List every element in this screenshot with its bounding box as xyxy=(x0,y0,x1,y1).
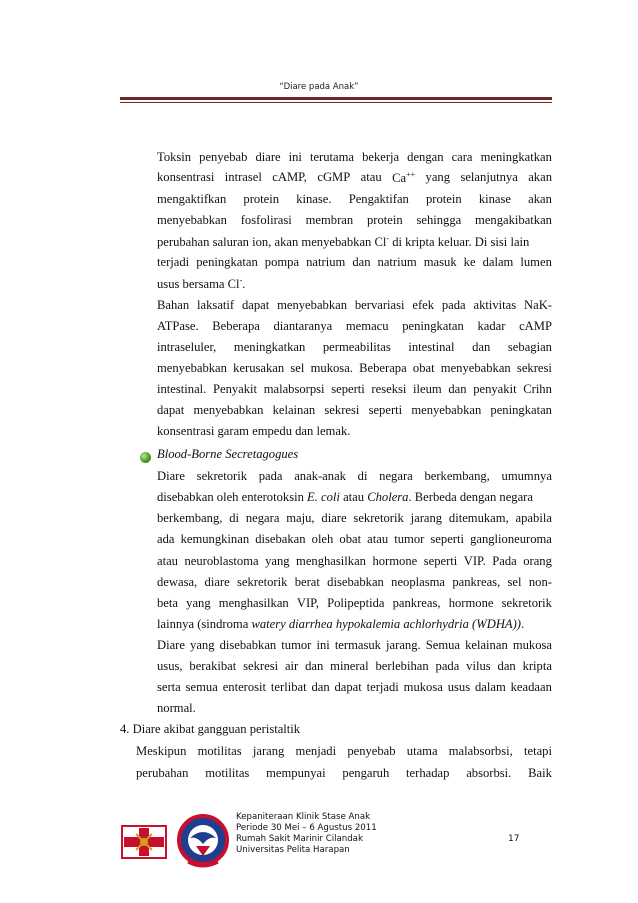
para1-line-6 xyxy=(157,255,552,270)
word: kinase xyxy=(478,192,511,206)
word: yang xyxy=(265,554,290,568)
para3-line-11 xyxy=(157,680,552,695)
word: dan xyxy=(497,659,516,673)
word: dapat xyxy=(157,403,185,417)
word: sekretorik xyxy=(501,596,552,610)
word: VIP, xyxy=(296,596,319,610)
word: kinase. xyxy=(296,192,332,206)
word: pankreas, xyxy=(452,575,501,589)
red-cross-logo-icon xyxy=(120,820,168,864)
word: penyakit xyxy=(473,382,517,396)
word: reseksi xyxy=(371,382,407,396)
word: menyebabkan xyxy=(157,213,227,227)
word: mempunyai xyxy=(266,766,326,780)
word: terutama xyxy=(309,150,355,164)
word: fosfolirasi xyxy=(240,213,292,227)
word: mengakibatkan xyxy=(475,213,552,227)
word: terlibat xyxy=(270,680,307,694)
word: umumnya xyxy=(501,469,552,483)
word: motilitas xyxy=(197,744,242,758)
word: tetapi xyxy=(523,744,552,758)
word: dan xyxy=(352,255,371,269)
para1-line-3 xyxy=(157,192,552,207)
text-run: konsentrasi garam empedu dan lemak. xyxy=(157,424,351,438)
text-run: atau xyxy=(339,490,368,504)
word: neoplasma xyxy=(391,575,445,589)
word: utama xyxy=(406,744,438,758)
word: terhadap xyxy=(406,766,450,780)
word: negara xyxy=(245,511,280,525)
word: pada xyxy=(441,298,466,312)
word: pada xyxy=(258,469,283,483)
word: pompa xyxy=(264,255,300,269)
word: dan xyxy=(311,680,330,694)
word: meningkatkan xyxy=(233,340,306,354)
para1-line-5 xyxy=(157,234,529,250)
word: terjadi xyxy=(366,680,399,694)
word: cara xyxy=(451,150,473,164)
bullet-sphere-icon xyxy=(140,452,151,463)
word: dalam xyxy=(474,680,506,694)
word: berat xyxy=(294,575,320,589)
text-run: usus bersama Cl xyxy=(157,277,240,292)
word: pada xyxy=(435,659,460,673)
footer-line-1: Kepaniteraan Klinik Stase Anak xyxy=(236,812,371,822)
word: konsentrasi xyxy=(157,170,215,184)
word: semua xyxy=(185,680,218,694)
word: non- xyxy=(528,575,552,589)
word: permeabilitas xyxy=(322,340,391,354)
word: intestinal xyxy=(408,340,455,354)
word: hormone xyxy=(448,596,494,610)
para2-line-2 xyxy=(157,319,552,334)
word: intraseluler, xyxy=(157,340,217,354)
word: dewasa, xyxy=(157,575,198,589)
word: obat xyxy=(412,361,435,375)
para3-line-10 xyxy=(157,659,552,674)
word: menyebabkan xyxy=(157,361,227,375)
para3-line-2 xyxy=(157,490,533,505)
word: tumor xyxy=(394,532,425,546)
para1-line-4 xyxy=(157,213,552,228)
word: malabsorbsi, xyxy=(448,744,513,758)
word: dan xyxy=(448,382,467,396)
word: apabila xyxy=(515,511,552,525)
para3-line-9 xyxy=(157,638,552,653)
para3-line-4 xyxy=(157,532,552,547)
word: sehingga xyxy=(416,213,462,227)
word: diare xyxy=(255,150,281,164)
word: ini xyxy=(316,638,330,652)
text-run: 4. Diare akibat gangguan peristaltik xyxy=(120,722,301,736)
word: Polipeptida xyxy=(327,596,385,610)
word: seperti xyxy=(430,532,464,546)
word: menghasilkan xyxy=(296,554,366,568)
word: menghasilkan xyxy=(218,596,289,610)
word: ini xyxy=(288,150,302,164)
word: motilitas xyxy=(205,766,250,780)
word: laksatif xyxy=(197,298,235,312)
word: menyebabkan xyxy=(193,403,264,417)
word: cAMP, xyxy=(272,170,307,184)
word: mukosa xyxy=(403,680,443,694)
word: intrasel xyxy=(224,170,262,184)
section4-line-1 xyxy=(136,744,552,759)
word: mengaktifkan xyxy=(157,192,227,206)
para3-line-7 xyxy=(157,596,552,611)
text-run: perubahan saluran ion, akan menyebabkan Cl xyxy=(157,235,387,250)
word: berlebihan xyxy=(375,659,429,673)
word: Crihn xyxy=(523,382,552,396)
word: cGMP xyxy=(317,170,351,184)
navy-eagle-emblem-icon xyxy=(176,812,230,872)
para2-line-3 xyxy=(157,340,552,355)
text-run: disebabkan oleh enterotoksin xyxy=(157,490,308,504)
text-run: Blood-Borne Secretagogues xyxy=(157,447,299,461)
word: dapat xyxy=(241,298,270,312)
word: ganglioneuroma xyxy=(470,532,552,546)
word: oleh xyxy=(311,532,334,546)
word: bekerja xyxy=(362,150,400,164)
word: penyebab xyxy=(347,744,396,758)
word: enterosit xyxy=(222,680,267,694)
para3-line-12 xyxy=(157,701,196,716)
word: ileum xyxy=(413,382,442,396)
word: orang xyxy=(523,554,552,568)
word: dalam xyxy=(482,255,514,269)
word: Beberapa xyxy=(359,361,407,375)
word: ATPase. xyxy=(157,319,199,333)
word: efek xyxy=(412,298,435,312)
word: di xyxy=(229,511,240,525)
word: serta xyxy=(157,680,181,694)
word: berkembang, xyxy=(157,511,223,525)
word: sekretorik xyxy=(353,511,404,525)
word: air xyxy=(284,659,299,673)
word: atau xyxy=(360,170,382,184)
word: natrium xyxy=(377,255,417,269)
word: peningkatan xyxy=(402,319,464,333)
word: sekresi xyxy=(516,361,552,375)
word: menjadi xyxy=(295,744,337,758)
word: disebabkan xyxy=(327,575,384,589)
word: absorbsi. xyxy=(466,766,512,780)
word: jarang. xyxy=(386,638,421,652)
word: kadar xyxy=(477,319,506,333)
word: menyebabkan xyxy=(411,403,482,417)
text-run: Cholera xyxy=(367,490,409,504)
word: mineral xyxy=(330,659,369,673)
word: dan xyxy=(472,340,491,354)
header-rule-thin xyxy=(120,102,552,103)
word: jarang xyxy=(410,511,443,525)
text-run: di kripta keluar. Di sisi lain xyxy=(389,235,530,250)
word: menyebabkan xyxy=(440,361,511,375)
word: Semua xyxy=(425,638,461,652)
section-4-heading xyxy=(120,722,300,737)
word: obat xyxy=(339,532,362,546)
word: kelainan xyxy=(272,403,316,417)
bullet-heading xyxy=(157,447,298,462)
word: diantaranya xyxy=(273,319,333,333)
word: bervariasi xyxy=(354,298,405,312)
word: kemungkinan xyxy=(180,532,250,546)
para2-line-6 xyxy=(157,403,552,418)
word: Baik xyxy=(528,766,552,780)
word: masuk xyxy=(423,255,457,269)
footer-line-4: Universitas Pelita Harapan xyxy=(236,845,350,855)
word: Beberapa xyxy=(212,319,260,333)
word: disebakan xyxy=(255,532,306,546)
word: peningkatan xyxy=(490,403,552,417)
word: protein xyxy=(366,213,403,227)
word: yang xyxy=(425,170,451,184)
para2-line-5 xyxy=(157,382,552,397)
para3-line-8 xyxy=(157,617,524,632)
word: beta xyxy=(157,596,178,610)
para3-line-1 xyxy=(157,469,552,484)
footer-line-2: Periode 30 Mei – 6 Agustus 2011 xyxy=(236,823,377,833)
superscript-charge: ++ xyxy=(406,170,416,179)
word: mukosa xyxy=(512,638,552,652)
word: Toksin xyxy=(157,150,192,164)
word: usus, xyxy=(157,659,183,673)
word: Penyakit xyxy=(212,382,258,396)
word: neuroblastoma xyxy=(184,554,259,568)
para1-line-1 xyxy=(157,150,552,165)
word: diare xyxy=(321,511,347,525)
word: protein xyxy=(425,192,462,206)
word: kripta xyxy=(522,659,552,673)
word: keadaan xyxy=(510,680,552,694)
text-run: . xyxy=(521,617,525,631)
para2-line-7 xyxy=(157,424,350,439)
text-run: watery diarrhea hypokalemia achlorhydria (WDHA)) xyxy=(251,617,521,631)
word: ada xyxy=(157,532,175,546)
running-header: “Diare pada Anak” xyxy=(279,82,359,92)
word: protein xyxy=(243,192,280,206)
word: pankreas, xyxy=(392,596,441,610)
word: seperti xyxy=(368,403,403,417)
word: anak-anak xyxy=(294,469,346,483)
word: pengaruh xyxy=(342,766,390,780)
word: memacu xyxy=(345,319,389,333)
word: lumen xyxy=(520,255,552,269)
word: peningkatan xyxy=(196,255,258,269)
word: atau xyxy=(157,554,178,568)
word: VIP. xyxy=(463,554,486,568)
word: diare xyxy=(204,575,230,589)
superscript-charge: - xyxy=(239,276,243,285)
word: berkembang, xyxy=(424,469,490,483)
word: sekretorik xyxy=(196,469,248,483)
section4-line-2 xyxy=(136,766,552,781)
para3-line-5 xyxy=(157,554,552,569)
word: di xyxy=(357,469,368,483)
word: sel xyxy=(507,575,522,589)
word: Pada xyxy=(492,554,517,568)
superscript-charge: - xyxy=(386,234,390,243)
para2-line-4 xyxy=(157,361,552,376)
word: dan xyxy=(305,659,324,673)
word: kerusakan xyxy=(233,361,285,375)
word: akan xyxy=(528,170,552,184)
word: atau xyxy=(367,532,389,546)
word: meningkatkan xyxy=(480,150,552,164)
text-run: . xyxy=(242,277,246,292)
word: seperti xyxy=(331,382,365,396)
word: Ca++ xyxy=(392,170,416,186)
word: seperti xyxy=(423,554,458,568)
word: Diare xyxy=(157,469,185,483)
word: vilus xyxy=(466,659,491,673)
word: sekresi xyxy=(324,403,360,417)
word: hormone xyxy=(372,554,418,568)
word: usus xyxy=(447,680,471,694)
word: sekresi xyxy=(243,659,279,673)
word: ke xyxy=(463,255,476,269)
word: termasuk xyxy=(334,638,381,652)
word: Bahan xyxy=(157,298,190,312)
word: ditemukam, xyxy=(448,511,509,525)
para3-line-6 xyxy=(157,575,552,590)
word: NaK- xyxy=(524,298,552,312)
header-rule-thick xyxy=(120,97,552,100)
word: kelainan xyxy=(465,638,508,652)
word: maju, xyxy=(286,511,315,525)
word: jarang xyxy=(252,744,285,758)
para3-line-3 xyxy=(157,511,552,526)
word: terjadi xyxy=(157,255,190,269)
word: selanjutnya xyxy=(460,170,518,184)
text-run: . Berbeda dengan negara xyxy=(408,490,533,504)
word: berakibat xyxy=(189,659,237,673)
word: Diare xyxy=(157,638,185,652)
word: mukosa. xyxy=(310,361,353,375)
word: akan xyxy=(528,192,552,206)
word: intestinal. xyxy=(157,382,207,396)
word: sebagian xyxy=(507,340,552,354)
para2-line-1 xyxy=(157,298,552,313)
word: aktivitas xyxy=(473,298,517,312)
word: Meskipun xyxy=(136,744,187,758)
page-number: 17 xyxy=(508,834,520,844)
text-run: normal. xyxy=(157,701,196,715)
word: sekretorik xyxy=(237,575,288,589)
word: dengan xyxy=(407,150,444,164)
word: cAMP xyxy=(519,319,552,333)
word: penyebab xyxy=(199,150,248,164)
word: natrium xyxy=(306,255,346,269)
word: Pengaktifan xyxy=(348,192,409,206)
footer-line-3: Rumah Sakit Marinir Cilandak xyxy=(236,834,363,844)
word: yang xyxy=(190,638,215,652)
word: menyebabkan xyxy=(277,298,348,312)
word: perubahan xyxy=(136,766,189,780)
word: yang xyxy=(186,596,211,610)
para1-line-2 xyxy=(157,170,552,186)
word: dapat xyxy=(334,680,362,694)
word: sel xyxy=(290,361,305,375)
text-run: E. coli xyxy=(307,490,340,504)
word: negara xyxy=(379,469,413,483)
word: membran xyxy=(305,213,354,227)
word: disebabkan xyxy=(219,638,277,652)
para1-line-7 xyxy=(157,276,245,292)
word: tumor xyxy=(281,638,312,652)
text-run: lainnya (sindroma xyxy=(157,617,252,631)
word: malabsorpsi xyxy=(263,382,325,396)
